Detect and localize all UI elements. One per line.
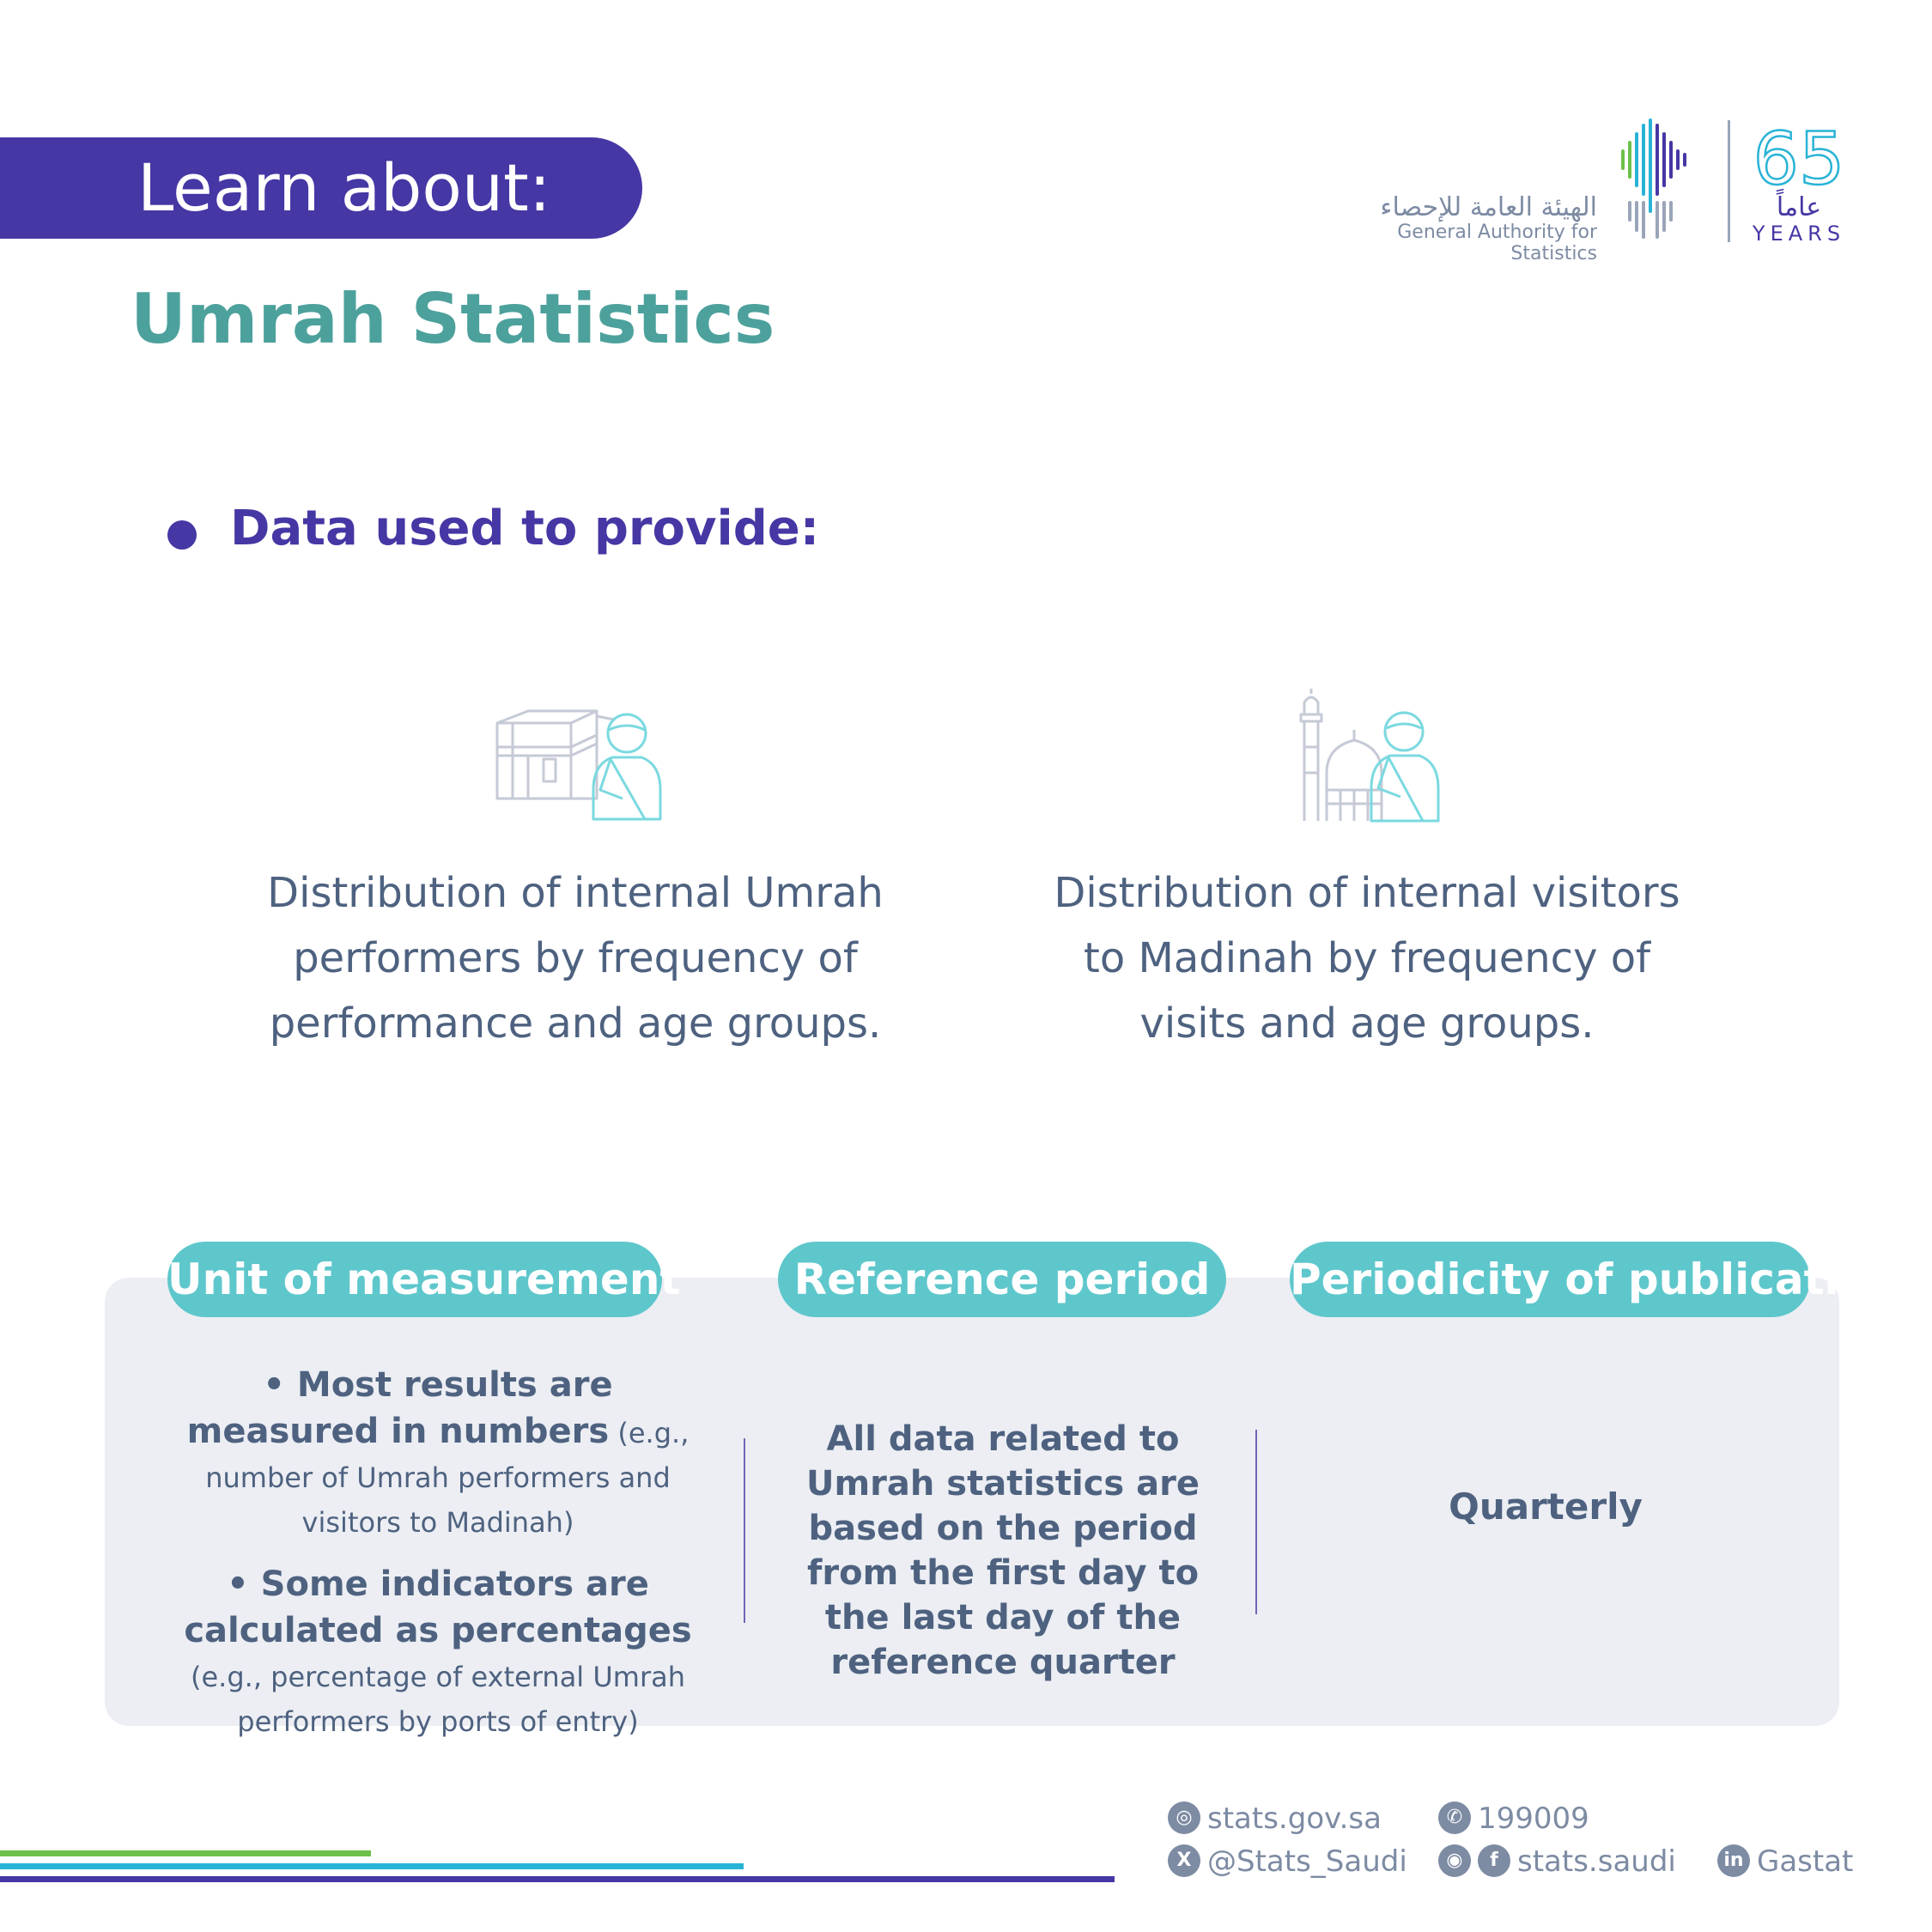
social-link[interactable] xyxy=(1438,1844,1676,1880)
anniversary-badge xyxy=(1752,117,1863,246)
reference-period-header: Reference period xyxy=(778,1242,1226,1317)
page-title: Umrah Statistics xyxy=(131,279,775,359)
data-item-text: Distribution of internal visitors to Madinah by frequency of visits and age groups. xyxy=(1054,869,1680,1048)
linkedin-icon: in xyxy=(1717,1844,1750,1877)
unit-of-measurement-header: Unit of measurement xyxy=(167,1242,662,1317)
data-item-text: Distribution of internal Umrah performers by frequency of performance and age groups. xyxy=(267,869,884,1048)
phone-link[interactable] xyxy=(1438,1801,1589,1837)
phone-icon: ✆ xyxy=(1438,1801,1471,1834)
footer-stripe-blue xyxy=(0,1863,744,1869)
data-item-umrah-performers xyxy=(249,860,902,1056)
section-heading: Data used to provide: xyxy=(230,501,820,556)
column-divider xyxy=(744,1438,745,1623)
linkedin-text: Gastat xyxy=(1757,1844,1854,1879)
kaaba-pilgrim-icon xyxy=(494,704,665,824)
facebook-icon: f xyxy=(1478,1844,1510,1877)
banner-title: Learn about: xyxy=(137,149,551,226)
unit-of-measurement-content xyxy=(167,1365,708,1764)
social-handle-text: stats.saudi xyxy=(1517,1844,1676,1879)
logo-divider xyxy=(1728,120,1730,242)
point-light: (e.g., percentage of external Umrah performers by ports of entry) xyxy=(190,1661,685,1738)
column-divider xyxy=(1255,1430,1257,1614)
x-link[interactable] xyxy=(1168,1844,1407,1880)
globe-icon: ◎ xyxy=(1168,1801,1200,1834)
footer-stripe-green xyxy=(0,1850,371,1856)
svg-text:65: 65 xyxy=(1753,117,1845,191)
data-item-madinah-visitors xyxy=(1041,860,1693,1056)
gastat-mark-icon xyxy=(1614,117,1700,246)
section-bullet xyxy=(167,520,197,550)
anniversary-years: YEARS xyxy=(1752,222,1846,246)
periodicity-content: Quarterly xyxy=(1449,1485,1643,1528)
header-banner xyxy=(0,137,642,239)
list-item xyxy=(167,1564,708,1747)
point-bold: • Some indicators are calculated as percentages xyxy=(184,1564,692,1650)
logo-arabic-name: الهيئة العامة للإحصاء xyxy=(1380,192,1597,222)
instagram-icon: ◉ xyxy=(1438,1844,1471,1877)
anniversary-arabic: عاماً xyxy=(1776,192,1822,222)
periodicity-header: Periodicity of publication xyxy=(1290,1242,1810,1317)
logo-english-name: General Authority for Statistics xyxy=(1397,222,1597,264)
anniversary-65-icon xyxy=(1752,117,1846,191)
reference-period-content: All data related to Umrah statistics are based on the period from the first day to the last day of the reference quarter xyxy=(806,1419,1200,1682)
x-icon: X xyxy=(1168,1844,1200,1877)
point-bold: • Most results are measured in numbers xyxy=(186,1365,613,1451)
footer-stripe-purple xyxy=(0,1876,1115,1882)
mosque-pilgrim-icon xyxy=(1292,687,1447,824)
phone-text: 199009 xyxy=(1478,1801,1589,1836)
x-handle-text: @Stats_Saudi xyxy=(1207,1844,1407,1879)
list-item xyxy=(167,1365,708,1547)
gastat-logo xyxy=(1331,117,1863,264)
point-light: (e.g., number of Umrah performers and visitors to Madinah) xyxy=(205,1417,690,1539)
website-link[interactable] xyxy=(1168,1801,1382,1837)
linkedin-link[interactable] xyxy=(1717,1844,1853,1880)
website-text: stats.gov.sa xyxy=(1207,1801,1382,1836)
